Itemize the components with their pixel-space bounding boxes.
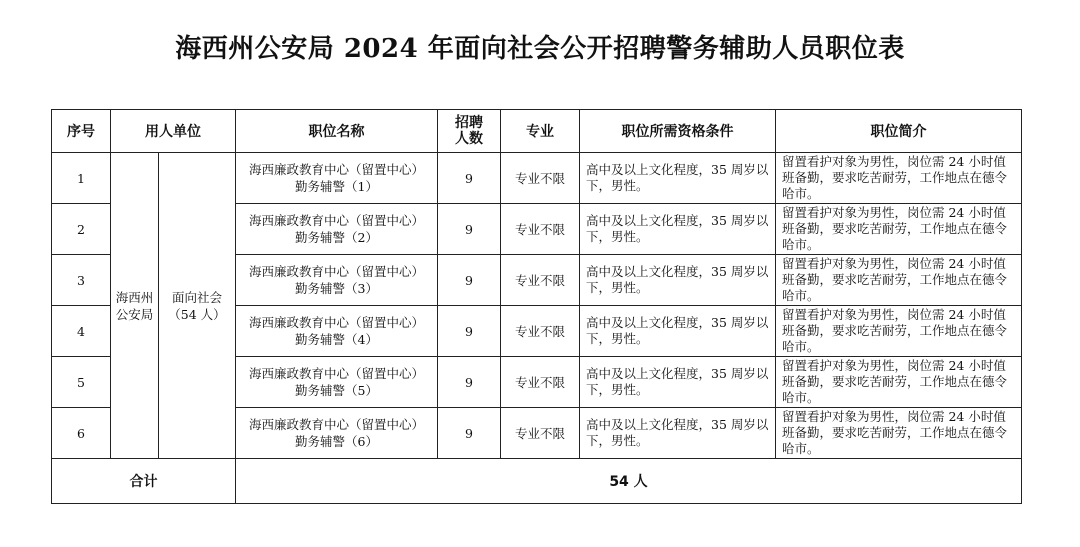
row-requirements: 高中及以上文化程度，35 周岁以下，男性。 — [580, 357, 776, 408]
row-count: 9 — [438, 153, 501, 204]
row-position-line2: 勤务辅警（5） — [295, 383, 378, 398]
row-description: 留置看护对象为男性，岗位需 24 小时值班备勤，要求吃苦耐劳，工作地点在德令哈市。 — [776, 153, 1022, 204]
row-index: 6 — [52, 408, 111, 459]
total-value: 54 人 — [236, 459, 1022, 504]
row-position-line1: 海西廉政教育中心（留置中心） — [248, 213, 424, 228]
row-count: 9 — [438, 204, 501, 255]
employer-org-name: 海西州公安局 — [115, 289, 154, 322]
table-row — [52, 153, 1022, 204]
row-position — [236, 306, 438, 357]
row-position-line1: 海西廉政教育中心（留置中心） — [248, 315, 424, 330]
page-title: 海西州公安局 2024 年面向社会公开招聘警务辅助人员职位表 — [175, 34, 905, 64]
row-position-line2: 勤务辅警（1） — [295, 179, 378, 194]
row-position-line2: 勤务辅警（4） — [295, 332, 378, 347]
row-description: 留置看护对象为男性，岗位需 24 小时值班备勤，要求吃苦耐劳，工作地点在德令哈市。 — [776, 357, 1022, 408]
row-index: 1 — [52, 153, 111, 204]
header-major: 专业 — [501, 110, 580, 153]
row-position-line2: 勤务辅警（2） — [295, 230, 378, 245]
header-row — [52, 110, 1022, 153]
header-recruit-line1: 招聘 — [455, 115, 483, 131]
row-requirements: 高中及以上文化程度，35 周岁以下，男性。 — [580, 255, 776, 306]
total-label: 合计 — [52, 459, 236, 504]
row-major: 专业不限 — [501, 357, 580, 408]
row-position — [236, 204, 438, 255]
row-description: 留置看护对象为男性，岗位需 24 小时值班备勤，要求吃苦耐劳，工作地点在德令哈市。 — [776, 255, 1022, 306]
row-description: 留置看护对象为男性，岗位需 24 小时值班备勤，要求吃苦耐劳，工作地点在德令哈市。 — [776, 408, 1022, 459]
row-position-line1: 海西廉政教育中心（留置中心） — [248, 366, 424, 381]
row-position — [236, 255, 438, 306]
row-major: 专业不限 — [501, 204, 580, 255]
row-position-line1: 海西廉政教育中心（留置中心） — [248, 162, 424, 177]
row-description: 留置看护对象为男性，岗位需 24 小时值班备勤，要求吃苦耐劳，工作地点在德令哈市。 — [776, 306, 1022, 357]
row-position-line2: 勤务辅警（3） — [295, 281, 378, 296]
row-count: 9 — [438, 255, 501, 306]
header-employer: 用人单位 — [111, 110, 236, 153]
header-index: 序号 — [52, 110, 111, 153]
total-row — [52, 459, 1022, 504]
employer-dept — [159, 153, 236, 459]
row-index: 3 — [52, 255, 111, 306]
header-requirements: 职位所需资格条件 — [580, 110, 776, 153]
row-count: 9 — [438, 357, 501, 408]
employer-dept-line2: （54 人） — [168, 306, 226, 322]
header-description: 职位简介 — [776, 110, 1022, 153]
header-position: 职位名称 — [236, 110, 438, 153]
row-position-line1: 海西廉政教育中心（留置中心） — [248, 417, 424, 432]
row-requirements: 高中及以上文化程度，35 周岁以下，男性。 — [580, 153, 776, 204]
row-description: 留置看护对象为男性，岗位需 24 小时值班备勤，要求吃苦耐劳，工作地点在德令哈市。 — [776, 204, 1022, 255]
row-count: 9 — [438, 408, 501, 459]
position-table — [51, 109, 1022, 504]
employer-org — [111, 153, 159, 459]
row-count: 9 — [438, 306, 501, 357]
header-recruit-count — [438, 110, 501, 153]
row-index: 2 — [52, 204, 111, 255]
row-position — [236, 357, 438, 408]
employer-dept-line1: 面向社会 — [171, 289, 222, 305]
row-major: 专业不限 — [501, 306, 580, 357]
row-requirements: 高中及以上文化程度，35 周岁以下，男性。 — [580, 408, 776, 459]
header-recruit-line2: 人数 — [455, 131, 483, 147]
row-position — [236, 153, 438, 204]
row-requirements: 高中及以上文化程度，35 周岁以下，男性。 — [580, 306, 776, 357]
row-major: 专业不限 — [501, 153, 580, 204]
row-major: 专业不限 — [501, 255, 580, 306]
row-position — [236, 408, 438, 459]
row-position-line2: 勤务辅警（6） — [295, 434, 378, 449]
row-requirements: 高中及以上文化程度，35 周岁以下，男性。 — [580, 204, 776, 255]
row-major: 专业不限 — [501, 408, 580, 459]
row-position-line1: 海西廉政教育中心（留置中心） — [248, 264, 424, 279]
row-index: 5 — [52, 357, 111, 408]
row-index: 4 — [52, 306, 111, 357]
